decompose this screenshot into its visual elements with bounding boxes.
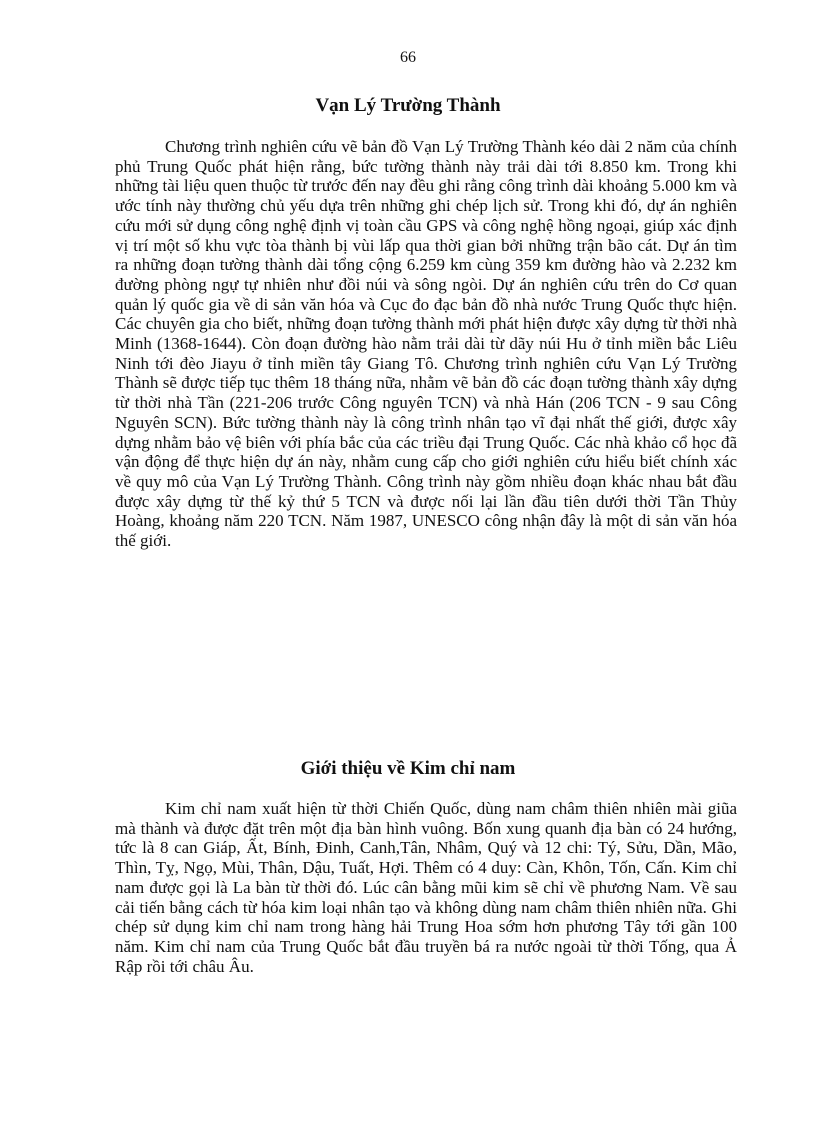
section-body-great-wall: Chương trình nghiên cứu vẽ bản đồ Vạn Lý Trường Thành kéo dài 2 năm của chính phủ Trung Quốc phát hiện rằng, bức tường thành này trải dài tới 8.850 km. Trong khi những tài liệu quen thuộc từ trước đến nay đều ghi rằng công trình dài khoảng 5.000 km và ước tính này thường chủ yếu dựa trên những ghi chép lịch sử. Trong khi đó, dự án nghiên cứu mới sử dụng công nghệ định vị toàn cầu GPS và công nghệ hồng ngoại, giúp xác định vị trí một số khu vực tòa thành bị vùi lấp qua thời gian bởi những trận bão cát. Dự án tìm ra những đoạn tường thành dài tổng cộng 6.259 km cùng 359 km đường hào và 2.232 km đường phòng ngự tự nhiên như đồi núi và sông ngòi. Dự án nghiên cứu trên do Cơ quan quản lý quốc gia về di sản văn hóa và Cục đo đạc bản đồ nhà nước Trung Quốc thực hiện. Các chuyên gia cho biết, những đoạn tường thành mới phát hiện được xây dựng từ thời nhà Minh (1368-1644). Còn đoạn đường hào nằm trải dài từ dãy núi Hu ở tỉnh miền bắc Liêu Ninh tới đèo Jiayu ở tỉnh miền tây Giang Tô. Chương trình nghiên cứu Vạn Lý Trường Thành sẽ được tiếp tục thêm 18 tháng nữa, nhằm vẽ bản đồ các đoạn tường thành xây dựng từ thời nhà Tần (221-206 trước Công nguyên TCN) và nhà Hán (206 TCN - 9 sau Công Nguyên SCN). Bức tường thành này là công trình nhân tạo vĩ đại nhất thế giới, được xây dựng nhằm bảo vệ biên với phía bắc của các triều đại Trung Quốc. Các nhà khảo cổ học đã vận động để thực hiện dự án này, nhằm cung cấp cho giới nghiên cứu hiểu biết chính xác về quy mô của Vạn Lý Trường Thành. Công trình này gồm nhiều đoạn khác nhau bắt đầu được xây dựng từ thế kỷ thứ 5 TCN và được nối lại lần đầu tiên dưới thời Tần Thủy Hoàng, khoảng năm 220 TCN. Năm 1987, UNESCO công nhận đây là một di sản văn hóa thế giới.: [115, 137, 737, 551]
section-title-compass: Giới thiệu về Kim chỉ nam: [300, 758, 516, 779]
section-title-great-wall: Vạn Lý Trường Thành: [315, 95, 501, 116]
section-body-compass: Kim chỉ nam xuất hiện từ thời Chiến Quốc, dùng nam châm thiên nhiên mài giũa mà thành và được đặt trên một địa bàn hình vuông. Bốn xung quanh địa bàn có 24 hướng, tức là 8 can Giáp, Ất, Bính, Đinh, Canh,Tân, Nhâm, Quý và 12 chi: Tý, Sửu, Dần, Mão, Thìn, Tỵ, Ngọ, Mùi, Thân, Dậu, Tuất, Hợi. Thêm có 4 duy: Càn, Khôn, Tốn, Cấn. Kim chỉ nam được gọi là La bàn từ thời đó. Lúc cân bằng mũi kim sẽ chỉ về phương Nam. Về sau cải tiến bằng cách từ hóa kim loại nhân tạo và không dùng nam châm thiên nhiên nữa. Ghi chép sử dụng kim chỉ nam trong hàng hải Trung Hoa sớm hơn phương Tây tới gần 100 năm. Kim chỉ nam của Trung Quốc bắt đầu truyền bá ra nước ngoài từ thời Tống, qua Ả Rập rồi tới châu Âu.: [115, 799, 737, 976]
page-number: 66: [400, 49, 416, 66]
